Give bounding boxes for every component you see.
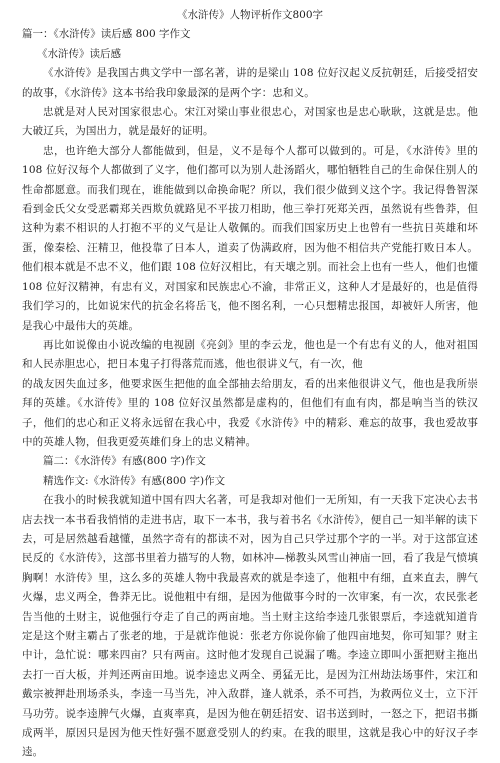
paragraph-2-1: 在我小的时候我就知道中国有四大名著，可是我却对他们一无所知，有一天我下定决心去书店去找一本书看我悄悄的走进书店，取下一本书，我与着书名《水浒传》，便自己一知半解的读下去，可是居然越看越懂，虽然字奇有的都读不对，因为自己只学过那个字的一半。对于这部宣述民反的《水浒传》，这部书里着力描写的人物，如林冲—梯教头风雪山神庙一回，看了我是气愤填胸啊！水浒传》里，这么多的英雄人物中我最喜欢的就是李逵了，他粗中有细，直来直去，脾气火爆，忠义两全，鲁莽无比。说他粗中有细，是因为他做事今时的一次审案，有一次，农民张老告当他的土财主，说他强行夺走了自己的两亩地。当土财主这给李逵几张银票后，李逵就知道肯定是这个财主霸占了张老的地，于是就诈他说：张老方你说你偷了他四亩地契，你可知罪？财主中计，急忙说：哪来四亩？只有两亩。这时他才发现自己说漏了嘴。李逵立即叫小蛋把财主拖出去打一百大板，并判还两亩田地。说李逵忠义两全、勇猛无比，是因为江州劫法场事件，宋江和戴宗被押赴刑场杀头，李逵一马当先，冲入敌群，逢人就杀，杀不可挡，为救两位义士，立下汗马功劳。说李逵脾气火爆，直爽率真，是因为他在朝廷招安、诏书送到时，一怒之下，把诏书撕成两半，原因只是因为他天性好强不愿意受别人的约束。在我的眼里，这就是我心中的好汉子李逵。 [22,494,478,759]
paragraph-1-4: 再比如说像由小说改编的电视剧《亮剑》里的李云龙，他也是一个有忠有义的人，他对祖国和人民赤胆忠心，把日本鬼子打得落荒而逃，他也很讲义气，有一次，他 [22,338,478,371]
section-heading-1: 篇一：《水浒传》读后感 800 字作文 [22,28,191,41]
paragraph-1-2: 忠就是对人民对国家很忠心。宋江对梁山事业很忠心，对国家也是忠心耿耿，这就是忠。他大破辽兵，为国出力，就是最好的证明。 [22,106,478,138]
paragraph-1-1: 《水浒传》是我国古典文学中一部名著，讲的是梁山 108 位好汉起义反抗朝廷，后接受招安的故事，《水浒传》这本书给我印象最深的是两个字：忠和义。 [22,67,478,99]
document-title: 《水浒传》人物评析作文800字 [176,9,324,21]
paragraph-1-5: 的战友因失血过多，他要求医生把他的血全部抽去给朋友，看的出来他很讲义气，他也是我所崇拜的英雄。《水浒传》里的 108 位好汉虽然都是虚构的，但他们有血有肉，都是响当当的铁汉子，他们的忠心和正义将永远留在我心中，我爱《水浒传》中的精彩、难忘的故事，我也爱故事中的英雄人物，但我更爱英雄们身上的忠义精神。 [22,377,478,448]
section-subheading-1: 《水浒传》读后感 [37,47,121,60]
paragraph-1-3: 忠，也许绝大部分人都能做到，但是，义不是每个人都可以做到的。可是，《水浒传》里的 108 位好汉每个人都做到了义字，他们都可以为别人赴汤蹈火，哪怕牺牲自己的生命保住别人的性命都愿意。而我们现在，谁能做到以命换命呢？所以，我们很少做到义这个字。我记得鲁智深看到金氏父女受恶霸郑关西欺负就路见不平拔刀相助，他三拳打死郑关西，虽然说有些鲁莽，但这种为素不相识的人打抱不平的义气是让人敬佩的。而我们国家历史上也曾有一些抗日英雄和坏蛋，像秦桧、汪精卫，他投靠了日本人，道卖了伪满政府，因为他不相信共产党能打败日本人。他们根本就是不忠不义，他们跟 108 位好汉相比，有天壤之别。而社会上也有一些人，他们也懂 108 位好汉精神，有忠有义，对国家和民族忠心不渝，非常正义，这种人才是最好的，也是值得我们学习的，比如说宋代的抗金名将岳飞，他不图名利，一心只想精忠报国，却被奸人所害，他是我心中最伟大的英雄。 [22,144,478,332]
section-subheading-2: 精选作文:《水浒传》有感(800 字)作文 [43,474,226,487]
section-heading-2: 篇二：《水浒传》有感(800 字)作文 [43,455,206,468]
